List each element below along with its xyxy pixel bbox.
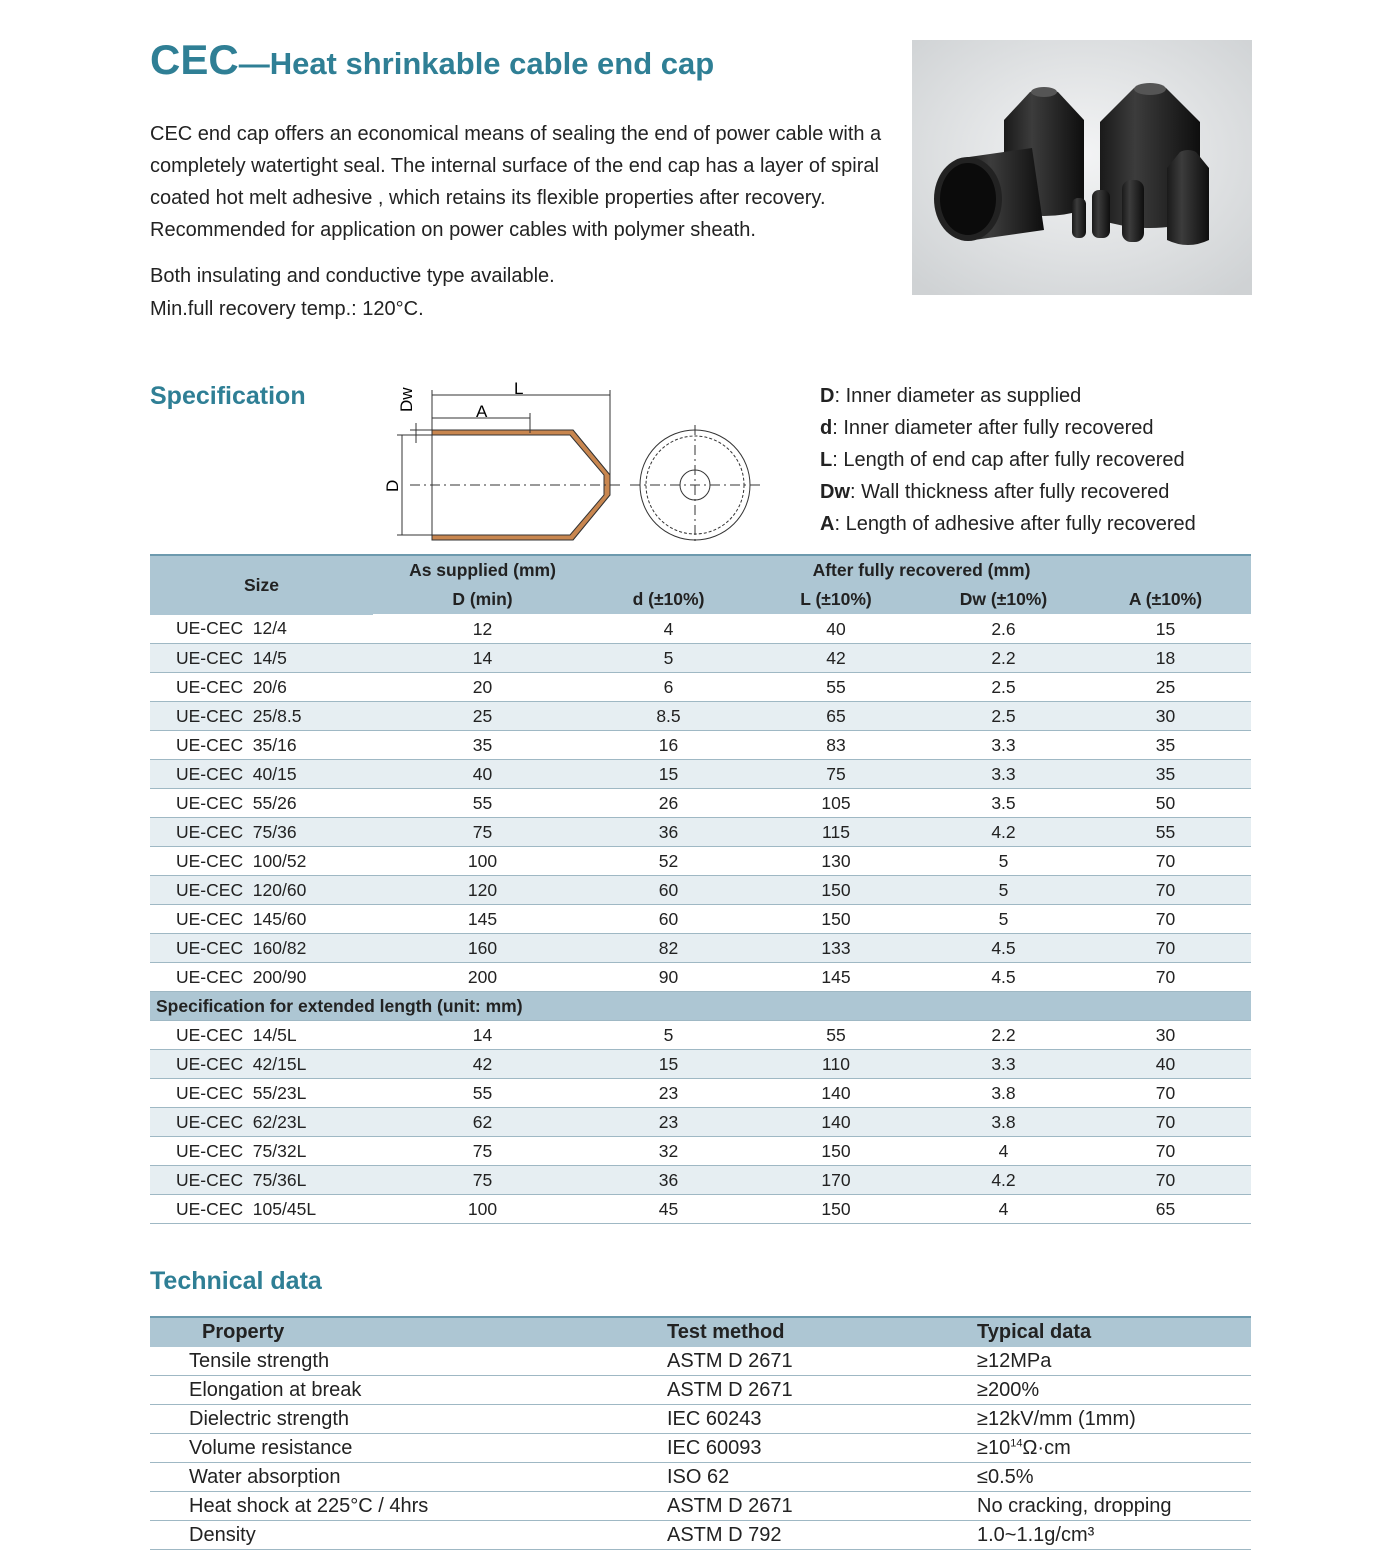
value-cell: 55 (745, 1021, 927, 1050)
types-line: Both insulating and conductive type available. (150, 265, 555, 287)
table-row (150, 934, 1251, 963)
title-rest: —Heat shrinkable cable end cap (238, 46, 715, 81)
size-cell: UE-CEC 55/23L (150, 1079, 373, 1108)
value-cell: 30 (1080, 1021, 1251, 1050)
value-cell: 40 (373, 760, 592, 789)
legend-item: A: Length of adhesive after fully recovered (820, 513, 1196, 535)
property-cell: Tensile strength (150, 1347, 667, 1376)
value-cell: 70 (1080, 1166, 1251, 1195)
size-cell: UE-CEC 62/23L (150, 1108, 373, 1137)
typical-value-cell: No cracking, dropping (977, 1492, 1251, 1521)
group-recovered-header: After fully recovered (mm) (592, 555, 1251, 585)
value-cell: 14 (373, 644, 592, 673)
value-cell: 170 (745, 1166, 927, 1195)
value-cell: 70 (1080, 847, 1251, 876)
method-cell: ASTM D 2671 (667, 1492, 977, 1521)
size-cell: UE-CEC 200/90 (150, 963, 373, 992)
value-cell: 65 (745, 702, 927, 731)
value-cell: 3.8 (927, 1108, 1080, 1137)
method-cell: ISO 62 (667, 1463, 977, 1492)
value-cell: 2.5 (927, 673, 1080, 702)
value-cell: 2.2 (927, 1021, 1080, 1050)
value-cell: 52 (592, 847, 745, 876)
legend-item: D: Inner diameter as supplied (820, 385, 1082, 407)
value-cell: 30 (1080, 702, 1251, 731)
legend-item: Dw: Wall thickness after fully recovered (820, 481, 1170, 503)
property-cell: Elongation at break (150, 1376, 667, 1405)
column-header: D (min) (373, 585, 592, 615)
value-cell: 23 (592, 1108, 745, 1137)
value-cell: 70 (1080, 934, 1251, 963)
value-cell: 40 (1080, 1050, 1251, 1079)
table-row (150, 731, 1251, 760)
value-cell: 55 (373, 1079, 592, 1108)
value-cell: 140 (745, 1079, 927, 1108)
product-photo (912, 40, 1252, 295)
method-cell: IEC 60093 (667, 1434, 977, 1463)
table-row (150, 1166, 1251, 1195)
value-cell: 50 (1080, 789, 1251, 818)
value-cell: 3.3 (927, 760, 1080, 789)
size-cell: UE-CEC 145/60 (150, 905, 373, 934)
value-cell: 16 (592, 731, 745, 760)
property-cell: Density (150, 1521, 667, 1550)
table-row (150, 1079, 1251, 1108)
legend-item: d: Inner diameter after fully recovered (820, 417, 1154, 439)
value-cell: 2.5 (927, 702, 1080, 731)
value-cell: 75 (745, 760, 927, 789)
size-cell: UE-CEC 20/6 (150, 673, 373, 702)
value-cell: 3.8 (927, 1079, 1080, 1108)
method-header: Test method (667, 1317, 977, 1347)
value-cell: 4.2 (927, 818, 1080, 847)
value-cell: 150 (745, 905, 927, 934)
value-cell: 5 (927, 876, 1080, 905)
value-cell: 130 (745, 847, 927, 876)
value-cell: 15 (1080, 615, 1251, 644)
value-cell: 75 (373, 1137, 592, 1166)
table-row (150, 1492, 1251, 1521)
size-cell: UE-CEC 75/36L (150, 1166, 373, 1195)
dimension-diagram (380, 375, 780, 550)
value-cell: 55 (1080, 818, 1251, 847)
value-cell: 200 (373, 963, 592, 992)
value-cell: 150 (745, 1137, 927, 1166)
technical-heading: Technical data (150, 1267, 322, 1295)
table-row (150, 963, 1251, 992)
value-cell: 5 (592, 1021, 745, 1050)
diagram-label-a: A (476, 402, 488, 421)
value-cell: 20 (373, 673, 592, 702)
value-cell: 3.5 (927, 789, 1080, 818)
value-cell: 4.5 (927, 963, 1080, 992)
value-cell: 2.2 (927, 644, 1080, 673)
table-row (150, 702, 1251, 731)
value-cell: 100 (373, 847, 592, 876)
property-cell: Water absorption (150, 1463, 667, 1492)
value-cell: 55 (373, 789, 592, 818)
value-cell: 90 (592, 963, 745, 992)
property-cell: Volume resistance (150, 1434, 667, 1463)
page-title (150, 36, 714, 84)
value-cell: 70 (1080, 963, 1251, 992)
diagram-label-dw: Dw (397, 387, 416, 412)
value-cell: 15 (592, 760, 745, 789)
column-header: L (±10%) (745, 585, 927, 615)
technical-table (150, 1316, 1251, 1550)
column-header: Dw (±10%) (927, 585, 1080, 615)
value-cell: 36 (592, 818, 745, 847)
value-cell: 3.3 (927, 731, 1080, 760)
value-cell: 70 (1080, 1137, 1251, 1166)
table-row (150, 1463, 1251, 1492)
value-cell: 2.6 (927, 615, 1080, 644)
value-cell: 70 (1080, 905, 1251, 934)
value-cell: 15 (592, 1050, 745, 1079)
column-header: d (±10%) (592, 585, 745, 615)
value-cell: 26 (592, 789, 745, 818)
size-cell: UE-CEC 75/36 (150, 818, 373, 847)
size-cell: UE-CEC 100/52 (150, 847, 373, 876)
property-cell: Dielectric strength (150, 1405, 667, 1434)
table-row (150, 1405, 1251, 1434)
extended-length-header: Specification for extended length (unit: mm) (150, 992, 1251, 1021)
value-cell: 4 (927, 1137, 1080, 1166)
value-cell: 145 (373, 905, 592, 934)
diagram-label-d: D (383, 479, 402, 492)
value-cell: 75 (373, 818, 592, 847)
value-cell: 70 (1080, 1079, 1251, 1108)
table-row (150, 1021, 1251, 1050)
specification-heading: Specification (150, 382, 306, 410)
intro-paragraph: CEC end cap offers an economical means of sealing the end of power cable with a completely watertight seal. The internal surface of the end cap has a layer of spiral coated hot melt adhesive , which retains its flexible properties after recovery. Recommended for application on power cables with polymer sheath. (150, 123, 882, 241)
temp-line: Min.full recovery temp.: 120°C. (150, 298, 424, 320)
value-cell: 83 (745, 731, 927, 760)
value-cell: 115 (745, 818, 927, 847)
value-cell: 35 (1080, 760, 1251, 789)
typical-value-cell: ≤0.5% (977, 1463, 1251, 1492)
method-cell: ASTM D 792 (667, 1521, 977, 1550)
value-cell: 40 (745, 615, 927, 644)
value-cell: 18 (1080, 644, 1251, 673)
extended-length-row (150, 992, 1251, 1021)
value-cell: 3.3 (927, 1050, 1080, 1079)
table-row (150, 1137, 1251, 1166)
property-header: Property (150, 1317, 667, 1347)
value-cell: 25 (373, 702, 592, 731)
typical-value-cell: 1.0~1.1g/cm³ (977, 1521, 1251, 1550)
typical-value-cell: ≥200% (977, 1376, 1251, 1405)
size-cell: UE-CEC 75/32L (150, 1137, 373, 1166)
size-cell: UE-CEC 14/5L (150, 1021, 373, 1050)
value-cell: 36 (592, 1166, 745, 1195)
value-cell: 150 (745, 1195, 927, 1224)
value-cell: 82 (592, 934, 745, 963)
table-row (150, 673, 1251, 702)
value-cell: 32 (592, 1137, 745, 1166)
size-cell: UE-CEC 35/16 (150, 731, 373, 760)
table-row (150, 1347, 1251, 1376)
value-cell: 4.2 (927, 1166, 1080, 1195)
value-cell: 70 (1080, 876, 1251, 905)
method-cell: IEC 60243 (667, 1405, 977, 1434)
value-cell: 23 (592, 1079, 745, 1108)
typical-header: Typical data (977, 1317, 1251, 1347)
size-cell: UE-CEC 105/45L (150, 1195, 373, 1224)
size-cell: UE-CEC 14/5 (150, 644, 373, 673)
table-row (150, 1376, 1251, 1405)
value-cell: 110 (745, 1050, 927, 1079)
property-cell: Heat shock at 225°C / 4hrs (150, 1492, 667, 1521)
value-cell: 120 (373, 876, 592, 905)
value-cell: 42 (745, 644, 927, 673)
table-row (150, 1050, 1251, 1079)
typical-value-cell: ≥12MPa (977, 1347, 1251, 1376)
table-row (150, 789, 1251, 818)
size-cell: UE-CEC 42/15L (150, 1050, 373, 1079)
value-cell: 65 (1080, 1195, 1251, 1224)
value-cell: 42 (373, 1050, 592, 1079)
value-cell: 8.5 (592, 702, 745, 731)
value-cell: 35 (373, 731, 592, 760)
value-cell: 60 (592, 876, 745, 905)
size-header: Size (150, 555, 373, 615)
size-cell: UE-CEC 12/4 (150, 615, 373, 644)
value-cell: 4 (592, 615, 745, 644)
value-cell: 160 (373, 934, 592, 963)
table-row (150, 644, 1251, 673)
value-cell: 75 (373, 1166, 592, 1195)
value-cell: 45 (592, 1195, 745, 1224)
table-row (150, 1521, 1251, 1550)
table-row (150, 1434, 1251, 1463)
intro-text-block (150, 118, 900, 325)
method-cell: ASTM D 2671 (667, 1347, 977, 1376)
column-header: A (±10%) (1080, 585, 1251, 615)
value-cell: 105 (745, 789, 927, 818)
table-row (150, 847, 1251, 876)
diagram-label-l: L (514, 379, 524, 398)
size-cell: UE-CEC 55/26 (150, 789, 373, 818)
size-cell: UE-CEC 120/60 (150, 876, 373, 905)
dimension-legend (820, 380, 1196, 540)
title-code: CEC (150, 36, 239, 83)
value-cell: 62 (373, 1108, 592, 1137)
table-row (150, 876, 1251, 905)
value-cell: 12 (373, 615, 592, 644)
value-cell: 4 (927, 1195, 1080, 1224)
value-cell: 55 (745, 673, 927, 702)
value-cell: 5 (927, 847, 1080, 876)
value-cell: 6 (592, 673, 745, 702)
typical-value-cell: $\ge 10^{14}\Omega\cdot cm$ (977, 1434, 1251, 1463)
value-cell: 25 (1080, 673, 1251, 702)
value-cell: 60 (592, 905, 745, 934)
typical-value-cell: ≥12kV/mm (1mm) (977, 1405, 1251, 1434)
table-row (150, 1195, 1251, 1224)
legend-item: L: Length of end cap after fully recovered (820, 449, 1185, 471)
value-cell: 5 (592, 644, 745, 673)
table-row (150, 615, 1251, 644)
size-cell: UE-CEC 160/82 (150, 934, 373, 963)
group-supplied-header: As supplied (mm) (373, 555, 592, 585)
table-row (150, 760, 1251, 789)
size-cell: UE-CEC 25/8.5 (150, 702, 373, 731)
method-cell: ASTM D 2671 (667, 1376, 977, 1405)
table-row (150, 1108, 1251, 1137)
value-cell: 150 (745, 876, 927, 905)
value-cell: 140 (745, 1108, 927, 1137)
size-cell: UE-CEC 40/15 (150, 760, 373, 789)
value-cell: 100 (373, 1195, 592, 1224)
value-cell: 145 (745, 963, 927, 992)
value-cell: 70 (1080, 1108, 1251, 1137)
value-cell: 35 (1080, 731, 1251, 760)
table-row (150, 818, 1251, 847)
table-row (150, 905, 1251, 934)
value-cell: 5 (927, 905, 1080, 934)
value-cell: 133 (745, 934, 927, 963)
value-cell: 4.5 (927, 934, 1080, 963)
specification-table (150, 554, 1251, 1224)
value-cell: 14 (373, 1021, 592, 1050)
